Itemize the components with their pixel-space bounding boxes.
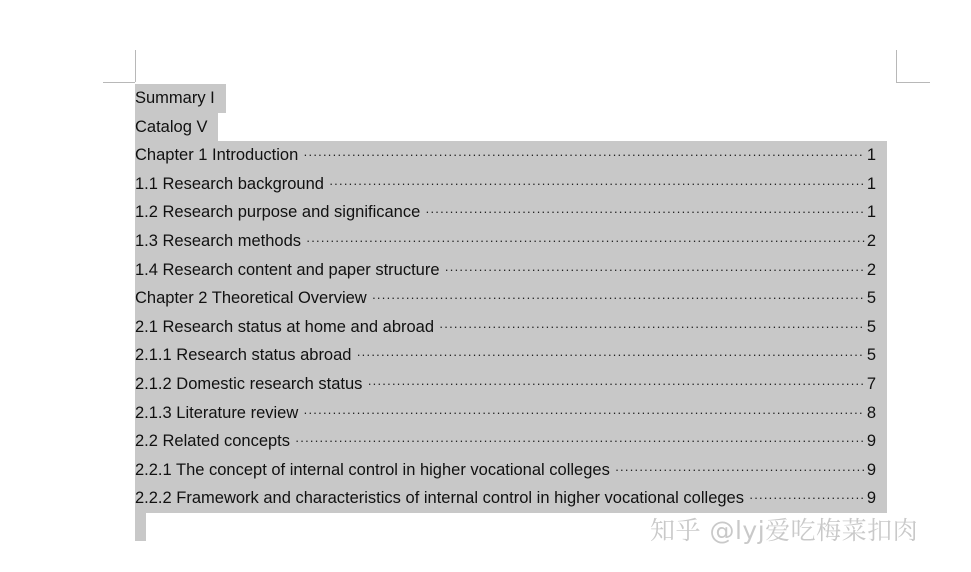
toc-entry-title: Chapter 1 Introduction (135, 146, 299, 165)
toc-entry[interactable] (135, 256, 887, 285)
toc-entry-title: 2.2.2 Framework and characteristics of internal control in higher vocational colleges (135, 489, 744, 508)
toc-entry-title: 2.2 Related concepts (135, 432, 291, 451)
toc-entry-title: 2.1.1 Research status abroad (135, 346, 352, 365)
toc-entry-page-number: 5 (866, 289, 876, 308)
toc-entry-page-number: 8 (866, 403, 876, 422)
toc-entry-title: 2.2.1 The concept of internal control in higher vocational colleges (135, 460, 610, 479)
toc-entry-page-number: 9 (866, 460, 876, 479)
toc-dot-leader (303, 399, 865, 428)
toc-catalog[interactable]: Catalog V (135, 113, 218, 142)
corner-mark-vertical (896, 50, 897, 82)
toc-catalog-line[interactable] (135, 113, 887, 142)
toc-entry-title: 2.1 Research status at home and abroad (135, 317, 435, 336)
toc-dot-leader (445, 256, 865, 285)
toc-entry[interactable] (135, 370, 887, 399)
toc-entry-title: 1.1 Research background (135, 174, 324, 193)
toc-entry-page-number: 1 (866, 174, 876, 193)
toc-entry-page-number: 1 (866, 146, 876, 165)
toc-entry[interactable] (135, 227, 887, 256)
toc-dot-leader (749, 484, 865, 513)
toc-entry[interactable] (135, 141, 887, 170)
toc-entry-page-number: 5 (866, 346, 876, 365)
toc-entry-page-number: 5 (866, 317, 876, 336)
toc-entry-page-number: 2 (866, 231, 876, 250)
toc-entry[interactable] (135, 198, 887, 227)
toc-dot-leader (295, 427, 865, 456)
toc-entry-title: 1.4 Research content and paper structure (135, 260, 440, 279)
toc-dot-leader (367, 370, 864, 399)
toc-dot-leader (306, 227, 865, 256)
toc-entry[interactable] (135, 341, 887, 370)
toc-dot-leader (329, 170, 865, 199)
corner-mark-horizontal (103, 82, 135, 83)
toc-entry[interactable] (135, 313, 887, 342)
toc-dot-leader (615, 456, 865, 485)
toc-entry[interactable] (135, 170, 887, 199)
toc-entries (135, 141, 887, 513)
toc-entry-title: 1.2 Research purpose and significance (135, 203, 421, 222)
toc-entry[interactable] (135, 456, 887, 485)
toc-entry[interactable] (135, 284, 887, 313)
toc-dot-leader (372, 284, 865, 313)
toc-entry[interactable] (135, 427, 887, 456)
toc-entry-page-number: 2 (866, 260, 876, 279)
toc-entry-page-number: 1 (866, 203, 876, 222)
toc-entry-title: 1.3 Research methods (135, 231, 302, 250)
toc-entry[interactable] (135, 399, 887, 428)
toc-dot-leader (356, 341, 864, 370)
corner-mark-vertical (135, 50, 136, 82)
table-of-contents[interactable] (135, 84, 887, 513)
corner-mark-horizontal (896, 82, 930, 83)
toc-entry-page-number: 9 (866, 489, 876, 508)
toc-entry-page-number: 9 (866, 432, 876, 451)
toc-summary[interactable]: Summary I (135, 84, 226, 113)
toc-entry-title: Chapter 2 Theoretical Overview (135, 289, 367, 308)
toc-dot-leader (425, 198, 865, 227)
field-end-marker (135, 512, 146, 541)
toc-dot-leader (439, 313, 865, 342)
toc-entry-title: 2.1.2 Domestic research status (135, 374, 363, 393)
toc-dot-leader (303, 141, 865, 170)
zhihu-watermark: 知乎 @lyj爱吃梅菜扣肉 (650, 516, 919, 545)
toc-entry[interactable] (135, 484, 887, 513)
toc-entry-page-number: 7 (866, 374, 876, 393)
toc-summary-line[interactable] (135, 84, 887, 113)
toc-entry-title: 2.1.3 Literature review (135, 403, 299, 422)
